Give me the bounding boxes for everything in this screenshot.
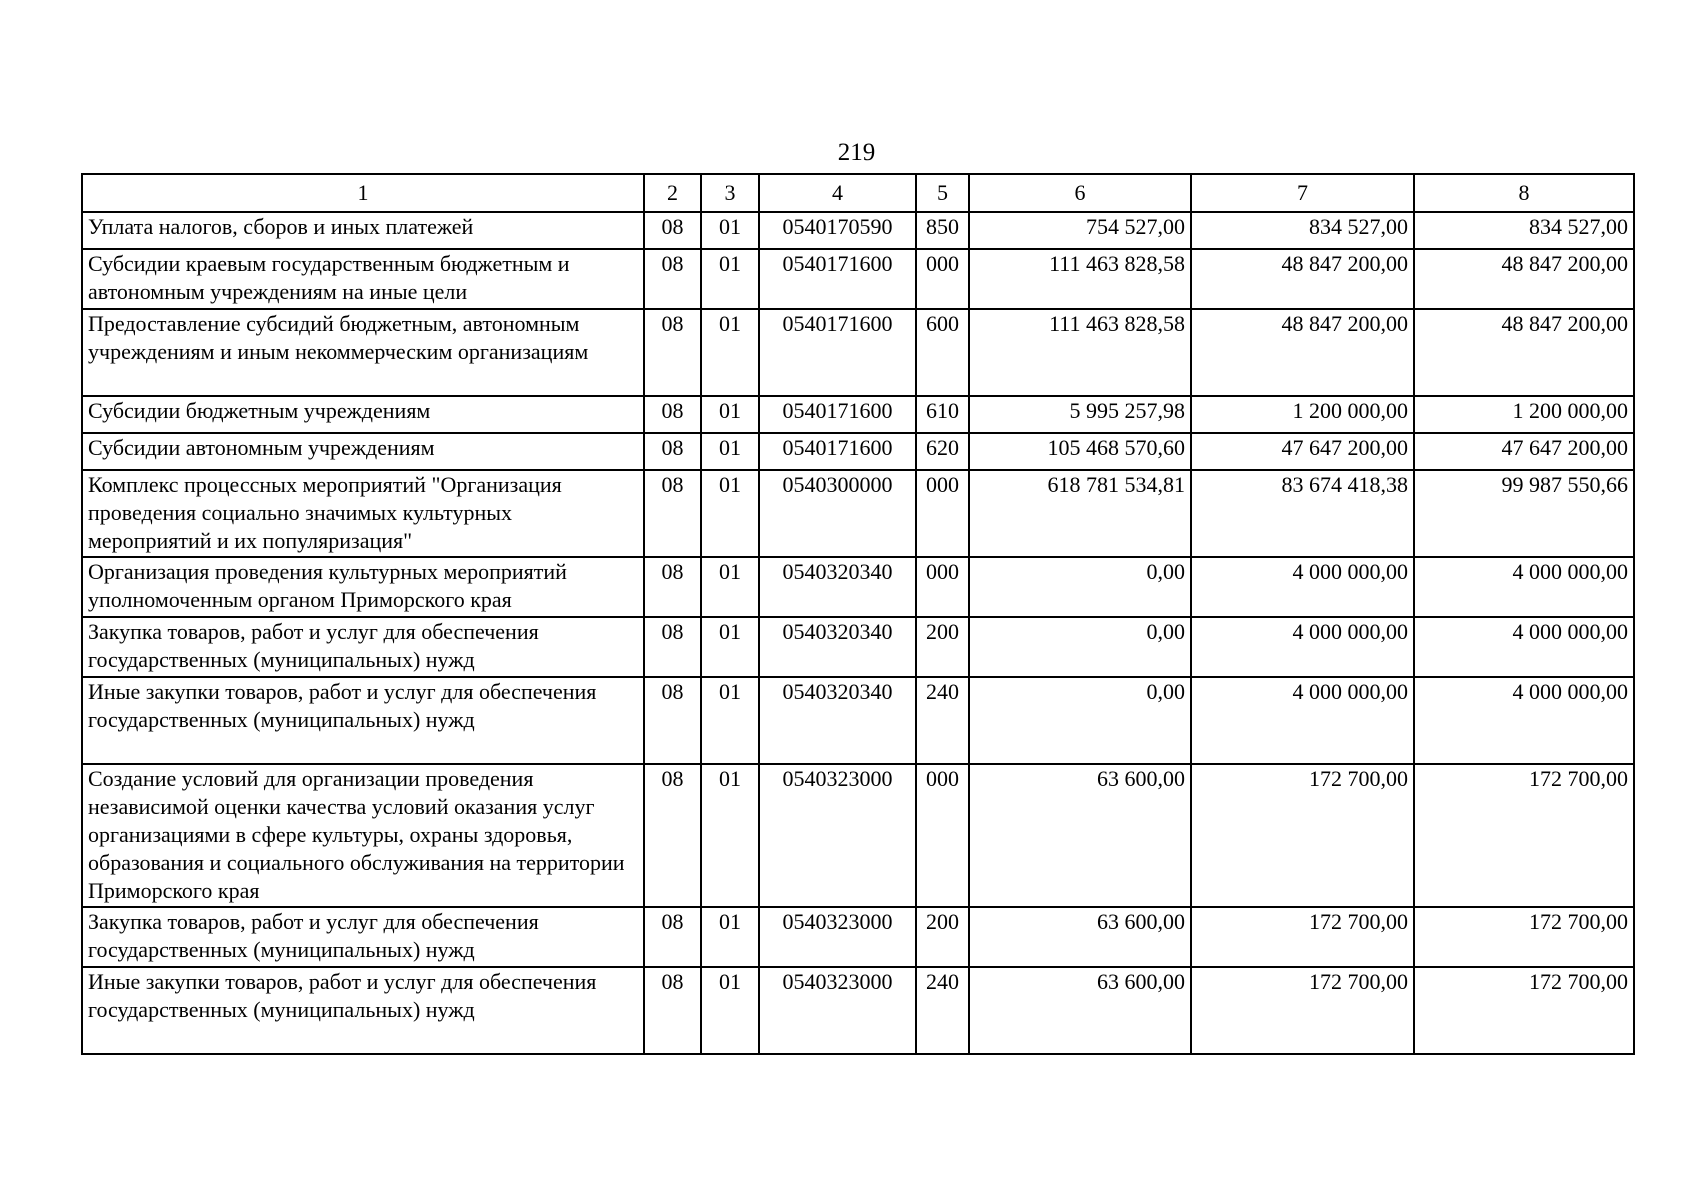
table-row	[82, 433, 1634, 470]
expense-type-code: 200	[916, 907, 969, 967]
header-row	[82, 174, 1634, 212]
amount-col6: 754 527,00	[969, 212, 1191, 249]
amount-col7: 47 647 200,00	[1191, 433, 1414, 470]
amount-col7: 834 527,00	[1191, 212, 1414, 249]
section-code: 08	[644, 907, 701, 967]
column-header: 8	[1414, 174, 1634, 212]
section-code: 08	[644, 212, 701, 249]
amount-col6: 5 995 257,98	[969, 396, 1191, 433]
amount-col8: 172 700,00	[1414, 907, 1634, 967]
expense-type-code: 000	[916, 764, 969, 907]
amount-col6: 0,00	[969, 557, 1191, 617]
amount-col7: 4 000 000,00	[1191, 557, 1414, 617]
amount-col8: 4 000 000,00	[1414, 557, 1634, 617]
amount-col6: 63 600,00	[969, 907, 1191, 967]
section-code: 08	[644, 433, 701, 470]
amount-col8: 4 000 000,00	[1414, 677, 1634, 764]
amount-col7: 172 700,00	[1191, 764, 1414, 907]
column-header: 1	[82, 174, 644, 212]
amount-col7: 1 200 000,00	[1191, 396, 1414, 433]
expense-type-code: 240	[916, 677, 969, 764]
table-row	[82, 249, 1634, 309]
item-name: Создание условий для организации проведения независимой оценки качества условий оказания услуг организациями в сфере культуры, охраны здоровья, образования и социального обслуживания на территории Приморского края	[82, 764, 644, 907]
target-article-code: 0540171600	[759, 433, 916, 470]
expense-type-code: 000	[916, 470, 969, 557]
table-row	[82, 557, 1634, 617]
column-header: 2	[644, 174, 701, 212]
amount-col6: 0,00	[969, 677, 1191, 764]
item-name: Иные закупки товаров, работ и услуг для обеспечения государственных (муниципальных) нужд	[82, 967, 644, 1054]
expense-type-code: 000	[916, 249, 969, 309]
subsection-code: 01	[701, 764, 759, 907]
table-row	[82, 470, 1634, 557]
section-code: 08	[644, 470, 701, 557]
item-name: Субсидии автономным учреждениям	[82, 433, 644, 470]
subsection-code: 01	[701, 309, 759, 396]
target-article-code: 0540300000	[759, 470, 916, 557]
amount-col6: 111 463 828,58	[969, 309, 1191, 396]
amount-col6: 63 600,00	[969, 764, 1191, 907]
target-article-code: 0540323000	[759, 764, 916, 907]
expense-type-code: 200	[916, 617, 969, 677]
section-code: 08	[644, 677, 701, 764]
section-code: 08	[644, 396, 701, 433]
amount-col8: 834 527,00	[1414, 212, 1634, 249]
amount-col7: 48 847 200,00	[1191, 249, 1414, 309]
amount-col7: 4 000 000,00	[1191, 617, 1414, 677]
budget-table	[81, 173, 1635, 1055]
table-row	[82, 764, 1634, 907]
table-row	[82, 309, 1634, 396]
amount-col6: 618 781 534,81	[969, 470, 1191, 557]
expense-type-code: 620	[916, 433, 969, 470]
subsection-code: 01	[701, 249, 759, 309]
page-number: 219	[837, 139, 876, 166]
expense-type-code: 610	[916, 396, 969, 433]
table-row	[82, 967, 1634, 1054]
amount-col6: 0,00	[969, 617, 1191, 677]
item-name: Уплата налогов, сборов и иных платежей	[82, 212, 644, 249]
table-row	[82, 677, 1634, 764]
amount-col7: 172 700,00	[1191, 967, 1414, 1054]
table-row	[82, 212, 1634, 249]
section-code: 08	[644, 617, 701, 677]
target-article-code: 0540320340	[759, 617, 916, 677]
table-row	[82, 617, 1634, 677]
amount-col8: 47 647 200,00	[1414, 433, 1634, 470]
expense-type-code: 850	[916, 212, 969, 249]
amount-col8: 48 847 200,00	[1414, 309, 1634, 396]
section-code: 08	[644, 309, 701, 396]
subsection-code: 01	[701, 433, 759, 470]
expense-type-code: 000	[916, 557, 969, 617]
item-name: Субсидии краевым государственным бюджетным и автономным учреждениям на иные цели	[82, 249, 644, 309]
column-header: 5	[916, 174, 969, 212]
amount-col8: 4 000 000,00	[1414, 617, 1634, 677]
subsection-code: 01	[701, 557, 759, 617]
column-header: 3	[701, 174, 759, 212]
subsection-code: 01	[701, 617, 759, 677]
item-name: Закупка товаров, работ и услуг для обеспечения государственных (муниципальных) нужд	[82, 907, 644, 967]
expense-type-code: 600	[916, 309, 969, 396]
amount-col7: 83 674 418,38	[1191, 470, 1414, 557]
amount-col6: 105 468 570,60	[969, 433, 1191, 470]
target-article-code: 0540171600	[759, 249, 916, 309]
amount-col7: 4 000 000,00	[1191, 677, 1414, 764]
amount-col8: 48 847 200,00	[1414, 249, 1634, 309]
column-header: 4	[759, 174, 916, 212]
target-article-code: 0540320340	[759, 677, 916, 764]
section-code: 08	[644, 557, 701, 617]
section-code: 08	[644, 764, 701, 907]
target-article-code: 0540171600	[759, 396, 916, 433]
subsection-code: 01	[701, 677, 759, 764]
expense-type-code: 240	[916, 967, 969, 1054]
table-row	[82, 907, 1634, 967]
subsection-code: 01	[701, 212, 759, 249]
column-header: 7	[1191, 174, 1414, 212]
item-name: Комплекс процессных мероприятий "Организация проведения социально значимых культурных мероприятий и их популяризация"	[82, 470, 644, 557]
amount-col8: 172 700,00	[1414, 967, 1634, 1054]
section-code: 08	[644, 249, 701, 309]
target-article-code: 0540171600	[759, 309, 916, 396]
item-name: Субсидии бюджетным учреждениям	[82, 396, 644, 433]
item-name: Иные закупки товаров, работ и услуг для обеспечения государственных (муниципальных) нужд	[82, 677, 644, 764]
target-article-code: 0540323000	[759, 907, 916, 967]
subsection-code: 01	[701, 396, 759, 433]
amount-col8: 172 700,00	[1414, 764, 1634, 907]
table-row	[82, 396, 1634, 433]
item-name: Закупка товаров, работ и услуг для обеспечения государственных (муниципальных) нужд	[82, 617, 644, 677]
section-code: 08	[644, 967, 701, 1054]
amount-col6: 111 463 828,58	[969, 249, 1191, 309]
subsection-code: 01	[701, 907, 759, 967]
target-article-code: 0540323000	[759, 967, 916, 1054]
amount-col8: 1 200 000,00	[1414, 396, 1634, 433]
amount-col7: 172 700,00	[1191, 907, 1414, 967]
subsection-code: 01	[701, 470, 759, 557]
subsection-code: 01	[701, 967, 759, 1054]
amount-col7: 48 847 200,00	[1191, 309, 1414, 396]
item-name: Организация проведения культурных мероприятий уполномоченным органом Приморского края	[82, 557, 644, 617]
column-header: 6	[969, 174, 1191, 212]
target-article-code: 0540320340	[759, 557, 916, 617]
target-article-code: 0540170590	[759, 212, 916, 249]
amount-col6: 63 600,00	[969, 967, 1191, 1054]
amount-col8: 99 987 550,66	[1414, 470, 1634, 557]
item-name: Предоставление субсидий бюджетным, автономным учреждениям и иным некоммерческим организациям	[82, 309, 644, 396]
